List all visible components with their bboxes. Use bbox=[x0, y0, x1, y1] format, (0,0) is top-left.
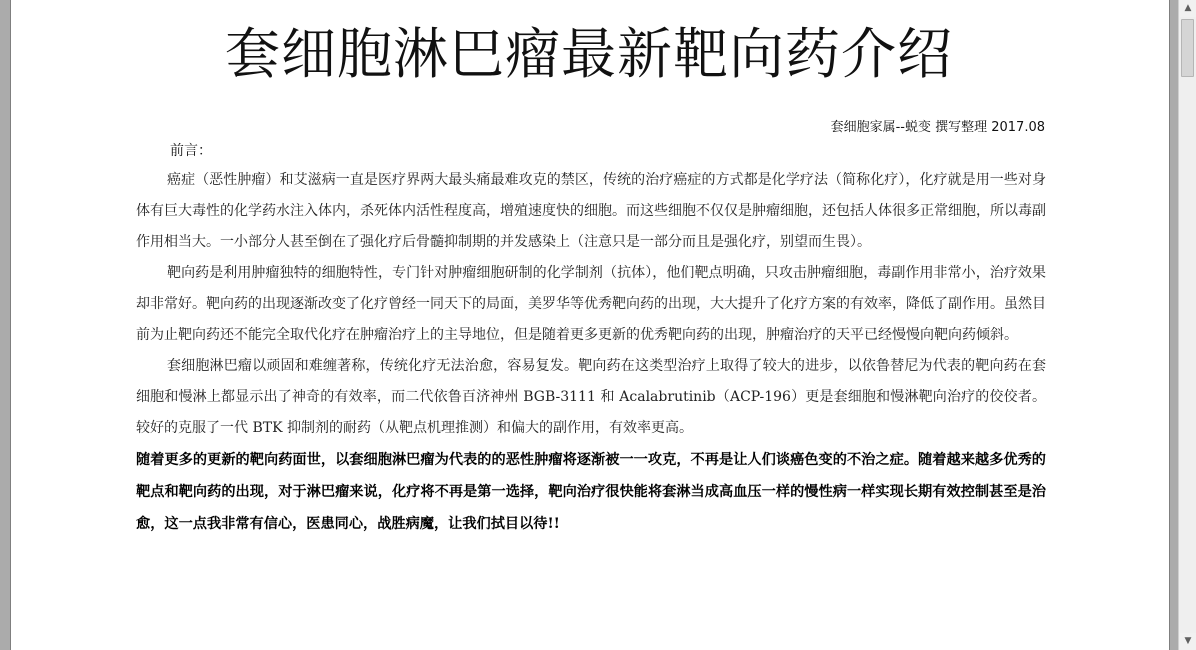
paragraph-conclusion: 随着更多的更新的靶向药面世，以套细胞淋巴瘤为代表的的恶性肿瘤将逐渐被一一攻克，不再是让人们谈癌色变的不治之症。随着越来越多优秀的靶点和靶向药的出现，对于淋巴瘤来说，化疗将不再是第一选择，靶向治疗很快能将套淋当成高血压一样的慢性病一样实现长期有效控制甚至是治愈，这一点我非常有信心，医患同心，战胜病魔，让我们拭目以待!! bbox=[136, 452, 1046, 532]
author-line: 套细胞家属--蜕变 撰写整理 2017.08 bbox=[830, 120, 1045, 135]
arrow-up-icon[interactable]: ▲ bbox=[1180, 0, 1196, 17]
arrow-down-icon[interactable]: ▼ bbox=[1180, 633, 1196, 650]
document-body bbox=[136, 165, 1046, 540]
paragraph-mantle-cell: 套细胞淋巴瘤以顽固和难缠著称，传统化疗无法治愈，容易复发。靶向药在这类型治疗上取得了较大的进步，以依鲁替尼为代表的靶向药在套细胞和慢淋上都显示出了神奇的有效率，而二代依鲁百济神州 BGB-3111 和 Acalabrutinib（ACP-196）更是套细胞和慢淋靶向治疗的佼佼者。较好的克服了一代 BTK 抑制剂的耐药（从靶点机理推测）和偏大的副作用，有效率更高。 bbox=[136, 358, 1046, 436]
paragraph-targeted-drugs: 靶向药是利用肿瘤独特的细胞特性，专门针对肿瘤细胞研制的化学制剂（抗体），他们靶点明确，只攻击肿瘤细胞，毒副作用非常小，治疗效果却非常好。靶向药的出现逐渐改变了化疗曾经一同天下的局面，美罗华等优秀靶向药的出现，大大提升了化疗方案的有效率，降低了副作用。虽然目前为止靶向药还不能完全取代化疗在肿瘤治疗上的主导地位，但是随着更多更新的优秀靶向药的出现，肿瘤治疗的天平已经慢慢向靶向药倾斜。 bbox=[136, 265, 1046, 343]
paragraph-chemotherapy: 癌症（恶性肿瘤）和艾滋病一直是医疗界两大最头痛最难攻克的禁区，传统的治疗癌症的方式都是化学疗法（简称化疗），化疗就是用一些对身体有巨大毒性的化学药水注入体内，杀死体内活性程度高，增殖速度快的细胞。而这些细胞不仅仅是肿瘤细胞，还包括人体很多正常细胞，所以毒副作用相当大。一小部分人甚至倒在了强化疗后骨髓抑制期的并发感染上（注意只是一部分而且是强化疗，别望而生畏）。 bbox=[136, 172, 1046, 250]
page-gap bbox=[1170, 0, 1178, 650]
scroll-thumb[interactable] bbox=[1181, 19, 1194, 77]
document-title: 套细胞淋巴瘤最新靶向药介绍 bbox=[224, 22, 953, 86]
preface-label: 前言： bbox=[170, 143, 212, 159]
left-gutter bbox=[0, 0, 11, 650]
vertical-scrollbar[interactable] bbox=[1178, 0, 1196, 650]
